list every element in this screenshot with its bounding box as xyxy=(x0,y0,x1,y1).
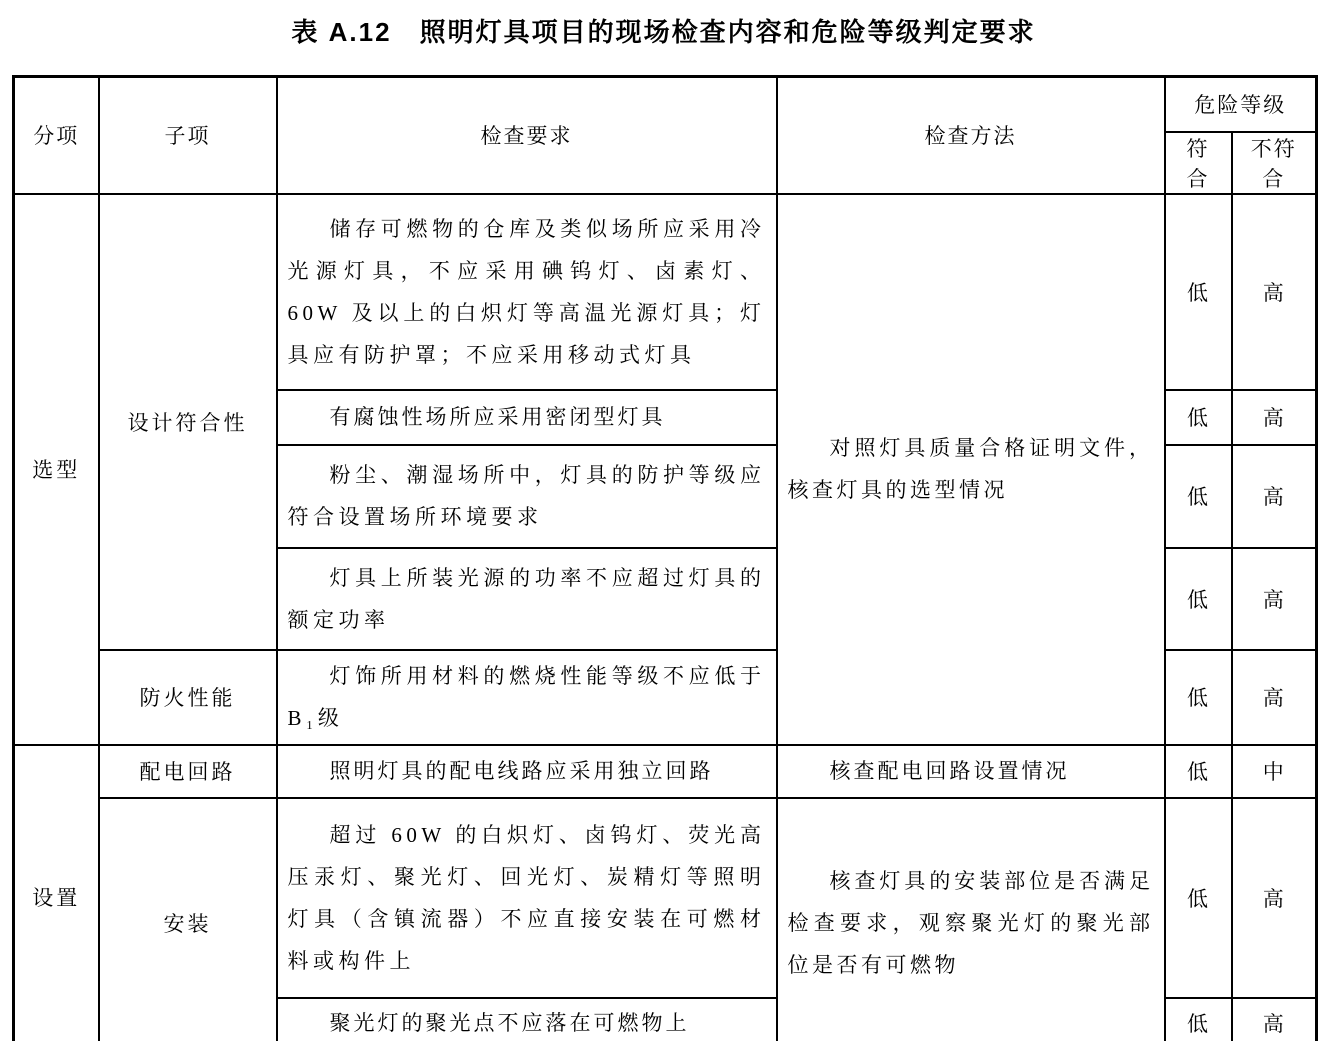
requirement-text: 储存可燃物的仓库及类似场所应采用冷光源灯具，不应采用碘钨灯、卤素灯、60W 及以上的白炽灯等高温光源灯具；灯具应有防护罩；不应采用移动式灯具 xyxy=(287,216,766,367)
noncompliant-level: 中 xyxy=(1232,745,1317,798)
requirement-text: 灯具上所装光源的功率不应超过灯具的额定功率 xyxy=(287,565,766,632)
method-text: 核查配电回路设置情况 xyxy=(829,759,1070,783)
table-row xyxy=(14,194,1317,390)
requirement-cell xyxy=(277,194,777,390)
table-row xyxy=(14,798,1317,998)
subitem-cell-design: 设计符合性 xyxy=(99,194,277,650)
requirement-cell xyxy=(277,745,777,798)
header-subitem: 子项 xyxy=(99,77,277,194)
item-cell-selection: 选型 xyxy=(14,194,99,745)
requirement-cell xyxy=(277,390,777,445)
requirement-text: 粉尘、潮湿场所中，灯具的防护等级应符合设置场所环境要求 xyxy=(287,463,766,529)
compliant-level: 低 xyxy=(1165,745,1232,798)
method-cell xyxy=(777,745,1165,798)
compliant-level: 低 xyxy=(1165,650,1232,745)
requirement-cell xyxy=(277,548,777,650)
requirement-text: 有腐蚀性场所应采用密闭型灯具 xyxy=(329,405,666,429)
requirement-text: 灯饰所用材料的燃烧性能等级不应低于B₁级 xyxy=(287,664,766,730)
noncompliant-level: 高 xyxy=(1232,390,1317,445)
method-cell xyxy=(777,194,1165,745)
requirement-text: 聚光灯的聚光点不应落在可燃物上 xyxy=(329,1011,690,1036)
compliant-level: 低 xyxy=(1165,445,1232,548)
method-text: 核查灯具的安装部位是否满足检查要求，观察聚光灯的聚光部位是否有可燃物 xyxy=(787,869,1154,978)
requirement-cell xyxy=(277,998,777,1041)
requirement-cell xyxy=(277,798,777,998)
requirement-text: 照明灯具的配电线路应采用独立回路 xyxy=(329,759,714,783)
table-row xyxy=(14,745,1317,798)
requirement-text: 超过 60W 的白炽灯、卤钨灯、荧光高压汞灯、聚光灯、回光灯、炭精灯等照明灯具（含镇流器）不应直接安装在可燃材料或构件上 xyxy=(287,822,766,973)
subitem-cell-circuit: 配电回路 xyxy=(99,745,277,798)
header-noncompliant: 不符合 xyxy=(1232,132,1317,194)
requirement-cell xyxy=(277,445,777,548)
header-requirement: 检查要求 xyxy=(277,77,777,194)
compliant-level: 低 xyxy=(1165,548,1232,650)
compliant-level: 低 xyxy=(1165,194,1232,390)
subitem-cell-fire-performance: 防火性能 xyxy=(99,650,277,745)
compliant-level: 低 xyxy=(1165,798,1232,998)
noncompliant-level: 高 xyxy=(1232,548,1317,650)
requirement-cell xyxy=(277,650,777,745)
method-text: 对照灯具质量合格证明文件，核查灯具的选型情况 xyxy=(787,436,1154,502)
noncompliant-level: 高 xyxy=(1232,798,1317,998)
noncompliant-level: 高 xyxy=(1232,650,1317,745)
header-compliant: 符合 xyxy=(1165,132,1232,194)
method-cell xyxy=(777,798,1165,1041)
noncompliant-level: 高 xyxy=(1232,194,1317,390)
subitem-cell-install: 安装 xyxy=(99,798,277,1041)
compliant-level: 低 xyxy=(1165,998,1232,1041)
header-hazard-level: 危险等级 xyxy=(1165,77,1317,132)
item-cell-installation: 设置 xyxy=(14,745,99,1041)
header-row-1 xyxy=(14,77,1317,132)
noncompliant-level: 高 xyxy=(1232,445,1317,548)
header-item: 分项 xyxy=(14,77,99,194)
table-caption: 表 A.12 照明灯具项目的现场检查内容和危险等级判定要求 xyxy=(291,17,1036,47)
noncompliant-level: 高 xyxy=(1232,998,1317,1041)
inspection-table xyxy=(12,75,1318,1041)
header-method: 检查方法 xyxy=(777,77,1165,194)
compliant-level: 低 xyxy=(1165,390,1232,445)
